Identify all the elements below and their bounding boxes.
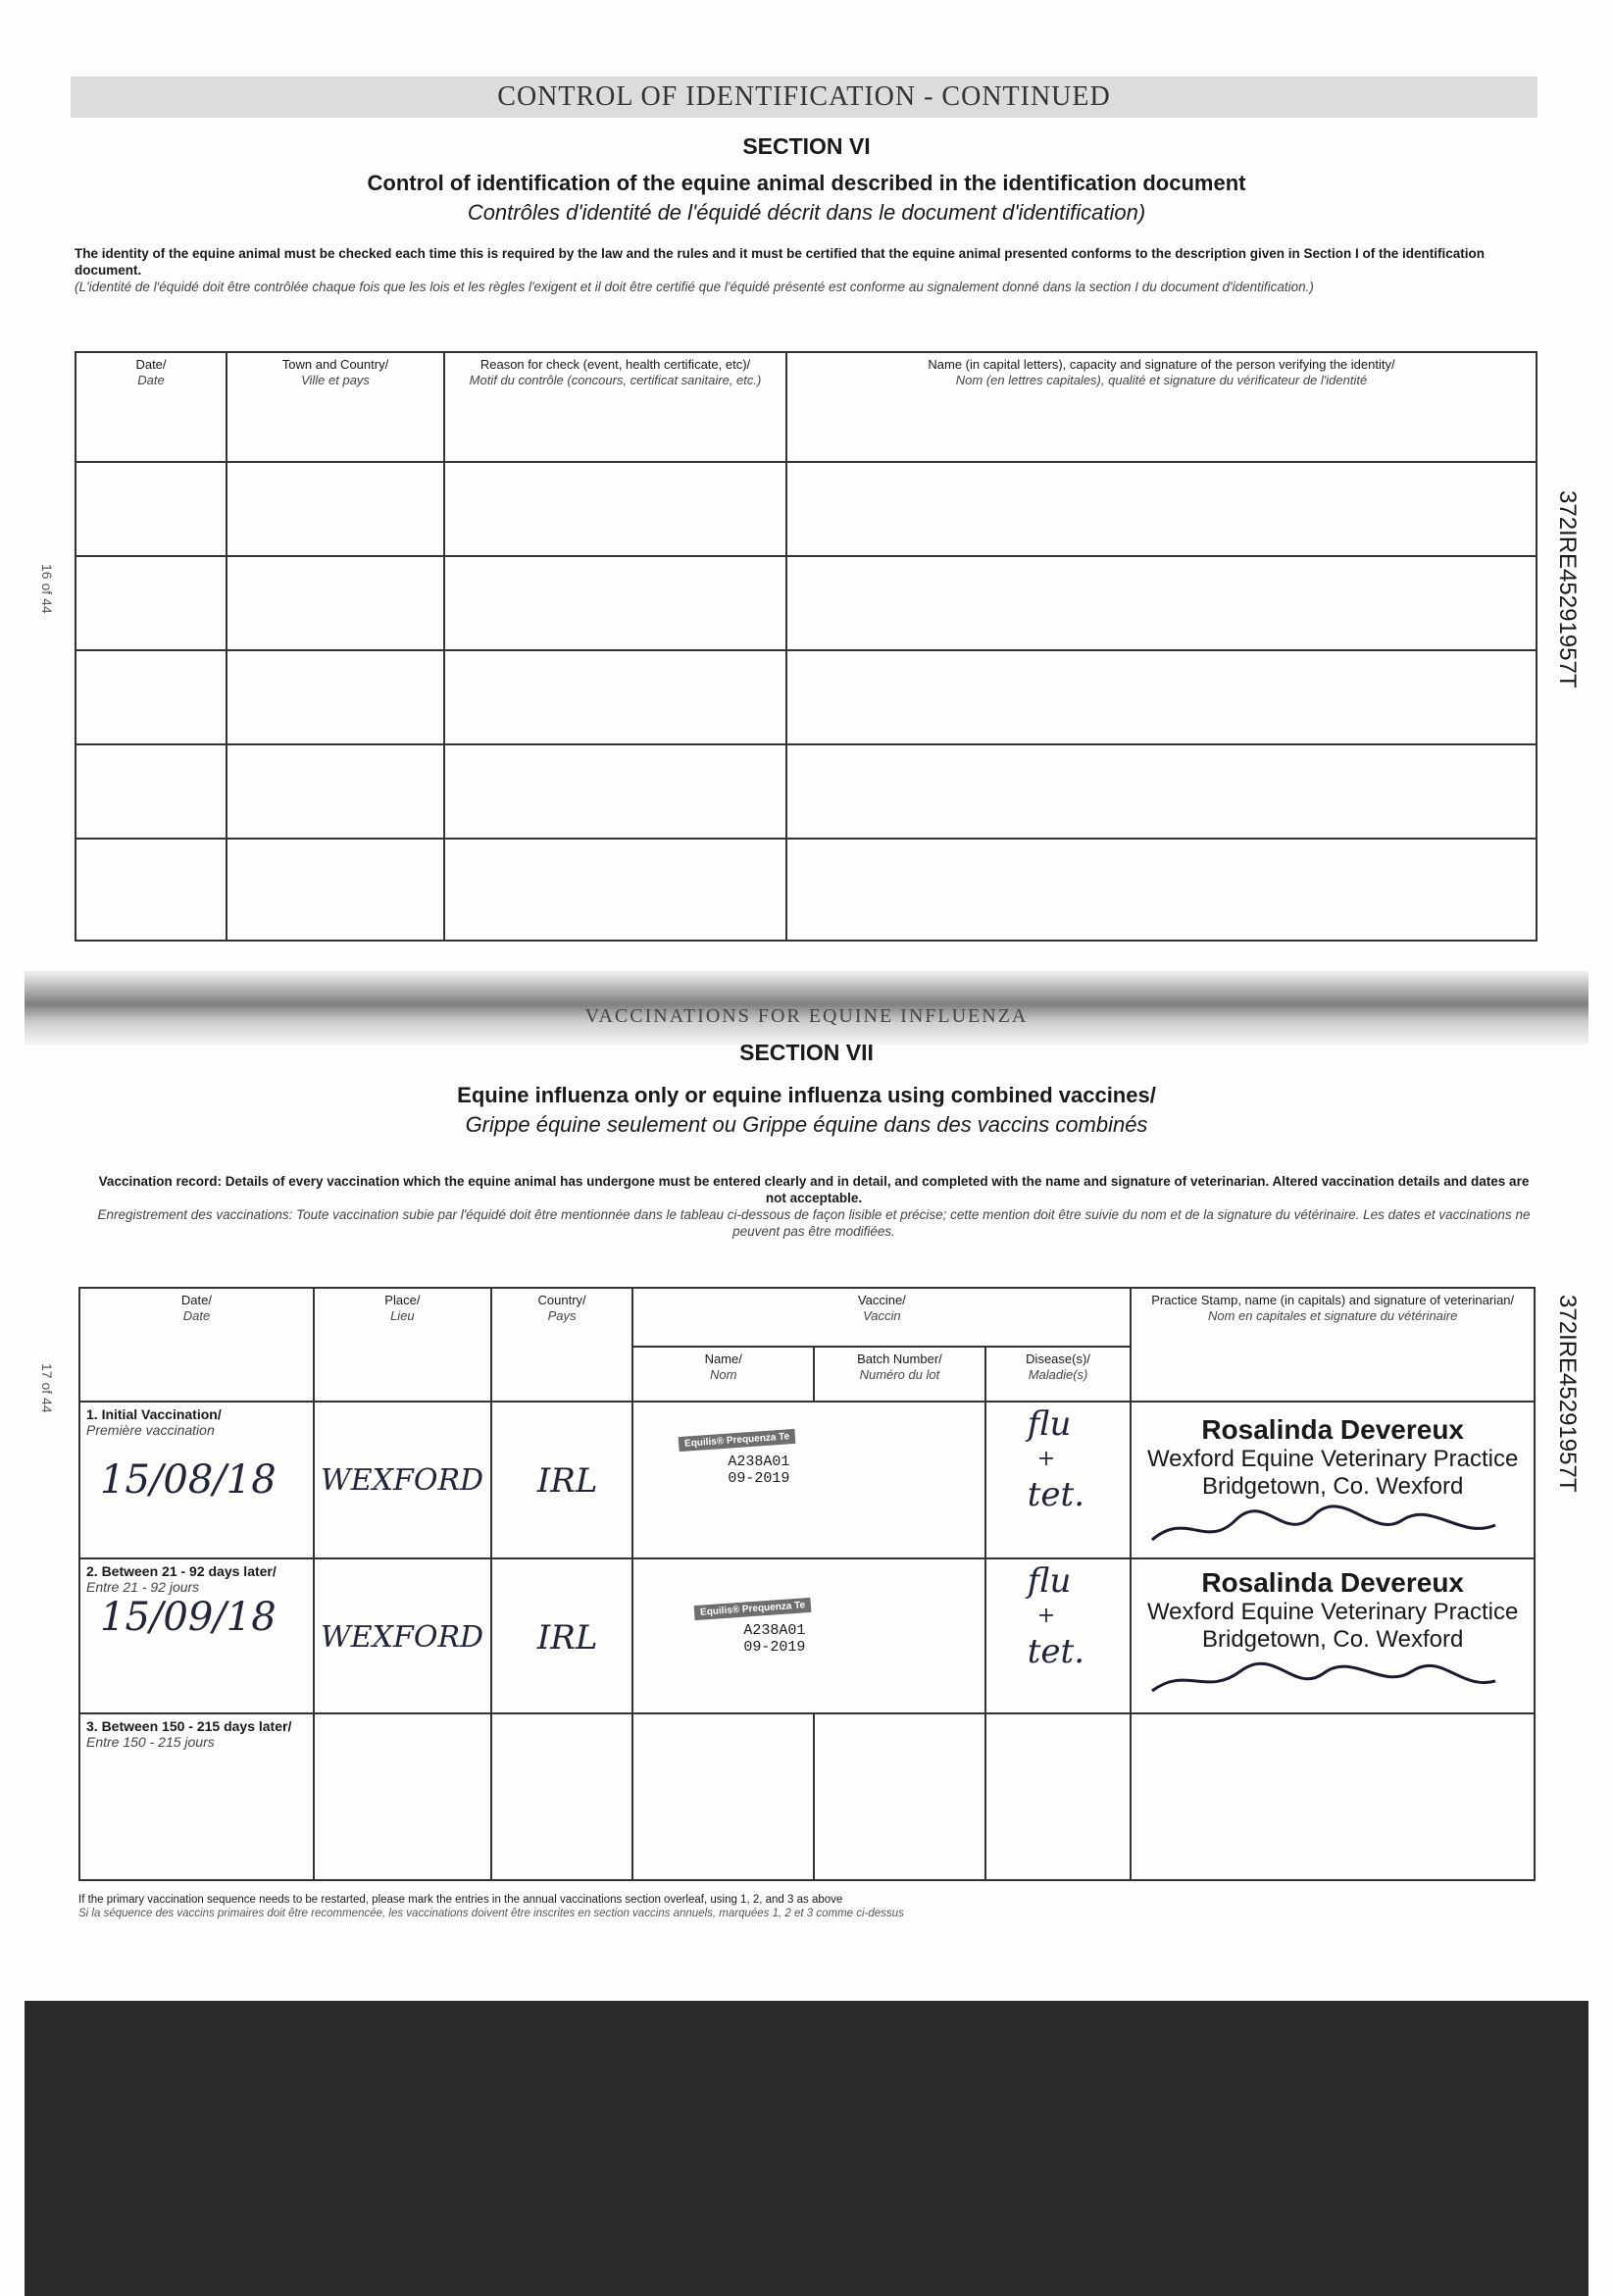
vet-name: Rosalinda Devereux <box>1201 1567 1464 1598</box>
row-2-country: IRL <box>536 1618 598 1658</box>
header-disease: Disease(s)/ Maladie(s) <box>985 1347 1132 1402</box>
header-country: Country/ Pays <box>491 1288 633 1402</box>
section-7-subtitle-en: Equine influenza only or equine influenza using combined vaccines/ <box>457 1083 1156 1107</box>
section-6-instructions <box>75 245 1526 295</box>
vaccination-row-2: 2. Between 21 - 92 days later/ Entre 21 - 92 jours 15/09/18 WEXFORD IRL Equilis® Prequenza Te A238A01 09-2019 flu + tet. Rosalinda Devereux Wexford Equine Veterinary Practice Bridgetown, Co. Wexford <box>79 1558 1535 1713</box>
row-1-country: IRL <box>536 1461 598 1501</box>
instructions-fr: (L'identité de l'équidé doit être contrôlée chaque fois que les lois et les règles l'exigent et il doit être certifié que l'équidé présenté est conforme au signalement donné dans la section I du document d'identification.) <box>75 280 1314 294</box>
section-6-subtitle-fr: Contrôles d'identité de l'équidé décrit dans le document d'identification) <box>467 200 1146 225</box>
header-batch-number: Batch Number/ Numéro du lot <box>814 1347 985 1402</box>
header-date: Date/ Date <box>76 352 227 462</box>
vaccination-row-3: 3. Between 150 - 215 days later/ Entre 150 - 215 jours <box>79 1713 1535 1880</box>
row-2-stamp <box>1131 1558 1535 1713</box>
row-1-stamp <box>1131 1402 1535 1558</box>
row-2-batch: A238A01 <box>743 1622 806 1639</box>
section-banner-mid: VACCINATIONS FOR EQUINE INFLUENZA <box>584 1005 1029 1027</box>
practice-address: Bridgetown, Co. Wexford <box>1202 1626 1464 1653</box>
row-1-expiry: 09-2019 <box>728 1470 790 1487</box>
header-practice-stamp: Practice Stamp, name (in capitals) and signature of veterinarian/ Nom en capitales et signature du vétérinaire <box>1131 1288 1535 1402</box>
scanner-background <box>25 2001 1588 2296</box>
header-date: Date/ Date <box>79 1288 314 1402</box>
vaccination-footnote: If the primary vaccination sequence needs to be restarted, please mark the entries in the annual vaccinations section overleaf, using 1, 2, and 3 as above Si la séquence des vaccins primaires doit être recommencée, les vaccinations doivent être inscrites en section vaccins annuels, marquées 1, 2 et 3 comme ci-dessus <box>78 1894 904 1919</box>
vaccine-name-sticker: Equilis® Prequenza Te <box>694 1598 812 1620</box>
row-2-disease: flu + tet. <box>1027 1561 1085 1671</box>
section-7-title: SECTION VII <box>739 1040 874 1065</box>
row-2-place: WEXFORD <box>320 1620 484 1655</box>
section-7-instructions <box>88 1173 1539 1240</box>
instructions-en: The identity of the equine animal must be checked each time this is required by the law and the rules and it must be certified that the equine animal presented conforms to the description given in Section I of the identification document. <box>75 246 1486 278</box>
header-verifier: Name (in capital letters), capacity and signature of the person verifying the identity/ Nom (en lettres capitales), qualité et signature du vérificateur de l'identité <box>786 352 1537 462</box>
row-2-date: 15/09/18 <box>100 1595 277 1640</box>
vaccination-table <box>78 1287 1536 1881</box>
practice-name: Wexford Equine Veterinary Practice <box>1146 1599 1519 1625</box>
table-row <box>76 839 1537 941</box>
row-2-expiry: 09-2019 <box>743 1639 806 1656</box>
instructions-fr: Enregistrement des vaccinations: Toute vaccination subie par l'équidé doit être mentionnée dans le tableau ci-dessous de façon lisible et précise; cette mention doit être suivie du nom et de la signature du vétérinaire. Les dates et vaccinations ne peuvent pas être modifiées. <box>97 1207 1531 1239</box>
table-row <box>76 462 1537 556</box>
vet-name: Rosalinda Devereux <box>1201 1414 1464 1445</box>
section-6-title: SECTION VI <box>742 133 871 159</box>
row-2-vaccine-label <box>694 1599 978 1656</box>
instructions-en: Vaccination record: Details of every vaccination which the equine animal has undergone must be entered clearly and in detail, and completed with the name and signature of veterinarian. Altered vaccination details and dates are not acceptable. <box>98 1174 1530 1205</box>
row-1-disease: flu + tet. <box>1027 1404 1085 1514</box>
practice-address: Bridgetown, Co. Wexford <box>1202 1473 1464 1500</box>
practice-name: Wexford Equine Veterinary Practice <box>1146 1446 1519 1472</box>
row-1-vaccine-label <box>679 1430 978 1487</box>
vaccination-row-1: 1. Initial Vaccination/ Première vaccination 15/08/18 WEXFORD IRL Equilis® Prequenza Te A238A01 09-2019 flu + tet. Rosalinda Devereux Wexford Equine Veterinary Practice Bridgetown, Co. Wexford <box>79 1402 1535 1558</box>
table-row <box>76 556 1537 650</box>
page-number-17: 17 of 44 <box>39 1363 55 1413</box>
identification-check-table <box>75 351 1537 942</box>
document-id-top: 372IRE45291957T <box>1554 490 1581 689</box>
section-7-subtitle-fr: Grippe équine seulement ou Grippe équine dans des vaccins combinés <box>465 1112 1148 1137</box>
vet-signature <box>1147 1501 1500 1550</box>
page-number-16: 16 of 44 <box>39 564 55 614</box>
row-1-place: WEXFORD <box>320 1463 484 1498</box>
document-id-bottom: 372IRE45291957T <box>1554 1295 1581 1493</box>
row-1-date: 15/08/18 <box>100 1457 277 1503</box>
header-town-country: Town and Country/ Ville et pays <box>227 352 444 462</box>
vaccine-name-sticker: Equilis® Prequenza Te <box>679 1429 796 1452</box>
row-1-batch: A238A01 <box>728 1454 790 1470</box>
header-vaccine-name: Name/ Nom <box>632 1347 814 1402</box>
header-reason: Reason for check (event, health certificate, etc)/ Motif du contrôle (concours, certificat sanitaire, etc.) <box>444 352 786 462</box>
header-vaccine: Vaccine/ Vaccin <box>632 1288 1131 1347</box>
section-banner-top: CONTROL OF IDENTIFICATION - CONTINUED <box>71 77 1537 118</box>
vet-signature <box>1147 1654 1500 1701</box>
table-row <box>76 744 1537 839</box>
table-row <box>76 650 1537 744</box>
section-6-subtitle-en: Control of identification of the equine animal described in the identification document <box>367 171 1246 195</box>
header-place: Place/ Lieu <box>314 1288 491 1402</box>
